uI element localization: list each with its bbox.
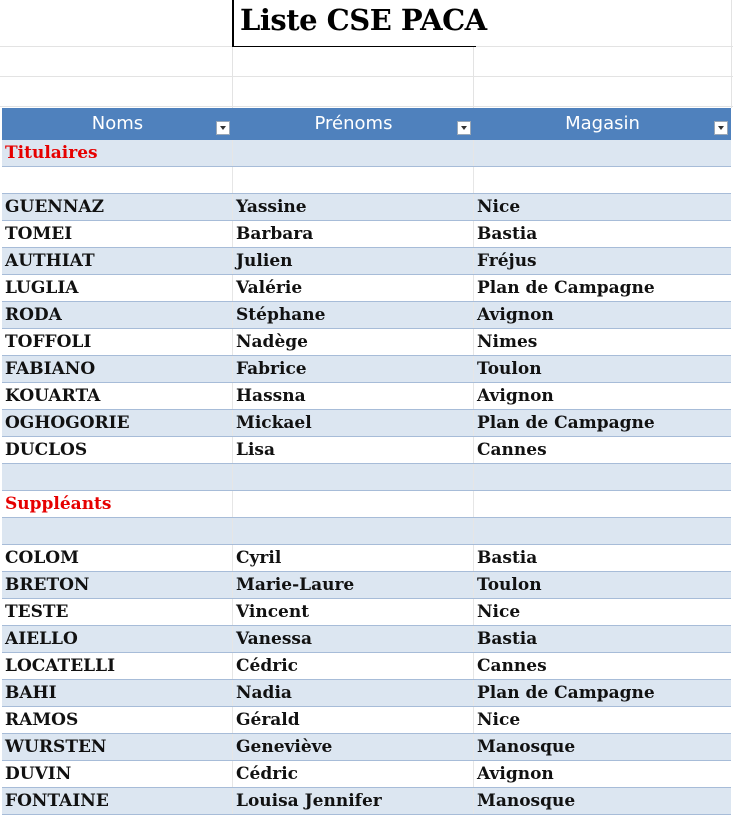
magasin-cell[interactable]: Nice (477, 602, 521, 622)
section-row (2, 140, 731, 167)
prenom-cell[interactable]: Fabrice (233, 356, 474, 382)
magasin-cell[interactable]: Toulon (477, 575, 542, 595)
nom-cell[interactable]: RAMOS (2, 707, 233, 733)
magasin-cell[interactable]: Plan de Campagne (477, 413, 655, 433)
magasin-cell[interactable]: Avignon (477, 305, 554, 325)
table-row (2, 167, 731, 194)
nom-cell[interactable]: AIELLO (2, 626, 233, 652)
table-row (2, 788, 731, 815)
table-row (2, 599, 731, 626)
magasin-cell[interactable]: Nimes (477, 332, 538, 352)
table-row (2, 707, 731, 734)
prenom-cell[interactable]: Stéphane (233, 302, 474, 328)
table-row (2, 383, 731, 410)
nom-cell[interactable]: TOMEI (2, 221, 233, 247)
table-row (2, 572, 731, 599)
magasin-cell[interactable] (474, 140, 731, 166)
header-label: Magasin (565, 113, 640, 134)
magasin-cell[interactable]: Toulon (477, 359, 542, 379)
header-magasin[interactable] (474, 108, 731, 140)
table-row (2, 761, 731, 788)
nom-cell[interactable]: WURSTEN (2, 734, 233, 760)
prenom-cell[interactable]: Vincent (233, 599, 474, 625)
prenom-cell[interactable]: Barbara (233, 221, 474, 247)
table-row (2, 221, 731, 248)
prenom-cell[interactable]: Vanessa (233, 626, 474, 652)
nom-cell[interactable]: KOUARTA (2, 383, 233, 409)
table-row (2, 302, 731, 329)
sheet-title: Liste CSE PACA (240, 3, 487, 37)
nom-cell[interactable] (2, 518, 233, 544)
nom-cell[interactable]: TESTE (2, 599, 233, 625)
table-row (2, 275, 731, 302)
table-row (2, 518, 731, 545)
magasin-cell[interactable]: Avignon (477, 764, 554, 784)
nom-cell[interactable]: LUGLIA (2, 275, 233, 301)
magasin-cell[interactable]: Bastia (477, 224, 538, 244)
nom-cell[interactable]: BRETON (2, 572, 233, 598)
table-row (2, 329, 731, 356)
table-row (2, 653, 731, 680)
prenom-cell[interactable]: Yassine (233, 194, 474, 220)
nom-cell[interactable]: TOFFOLI (2, 329, 233, 355)
title-cell[interactable] (232, 0, 487, 47)
prenom-cell[interactable]: Gérald (233, 707, 474, 733)
header-label: Prénoms (314, 113, 393, 134)
magasin-cell[interactable] (474, 464, 731, 490)
magasin-cell[interactable]: Manosque (477, 737, 576, 757)
gridline (0, 76, 733, 77)
prenom-cell[interactable] (233, 464, 474, 490)
magasin-cell[interactable]: Manosque (477, 791, 576, 811)
prenom-cell[interactable]: Geneviève (233, 734, 474, 760)
table-row (2, 464, 731, 491)
prenom-cell[interactable] (233, 518, 474, 544)
filter-dropdown-icon[interactable] (216, 121, 230, 135)
magasin-cell[interactable] (474, 518, 731, 544)
prenom-cell[interactable] (233, 491, 474, 517)
nom-cell[interactable]: AUTHIAT (2, 248, 233, 274)
prenom-cell[interactable] (233, 140, 474, 166)
magasin-cell[interactable]: Cannes (477, 656, 547, 676)
magasin-cell[interactable]: Bastia (477, 548, 538, 568)
magasin-cell[interactable] (474, 167, 731, 193)
header-noms[interactable] (2, 108, 233, 140)
prenom-cell[interactable]: Marie-Laure (233, 572, 474, 598)
filter-dropdown-icon[interactable] (714, 121, 728, 135)
magasin-cell[interactable] (474, 491, 731, 517)
magasin-cell[interactable]: Nice (477, 197, 521, 217)
nom-cell[interactable]: FONTAINE (2, 788, 233, 814)
prenom-cell[interactable]: Lisa (233, 437, 474, 463)
nom-cell[interactable]: FABIANO (2, 356, 233, 382)
table-row (2, 545, 731, 572)
table-row (2, 734, 731, 761)
header-prenoms[interactable] (233, 108, 474, 140)
table-row (2, 626, 731, 653)
nom-cell[interactable]: COLOM (2, 545, 233, 571)
prenom-cell[interactable]: Valérie (233, 275, 474, 301)
header-label: Noms (91, 113, 144, 134)
filter-dropdown-icon[interactable] (457, 121, 471, 135)
prenom-cell[interactable]: Nadège (233, 329, 474, 355)
table-row (2, 248, 731, 275)
members-table (2, 108, 731, 815)
table-header (2, 108, 731, 140)
prenom-cell[interactable]: Julien (233, 248, 474, 274)
table-row (2, 356, 731, 383)
magasin-cell[interactable]: Nice (477, 710, 521, 730)
table-body (2, 140, 731, 815)
nom-cell[interactable]: DUVIN (2, 761, 233, 787)
prenom-cell[interactable]: Cédric (233, 761, 474, 787)
prenom-cell[interactable]: Cédric (233, 653, 474, 679)
nom-cell[interactable]: RODA (2, 302, 233, 328)
table-row (2, 410, 731, 437)
nom-cell[interactable] (2, 167, 233, 193)
nom-cell[interactable]: LOCATELLI (2, 653, 233, 679)
magasin-cell[interactable]: Cannes (477, 440, 547, 460)
nom-cell[interactable]: GUENNAZ (2, 194, 233, 220)
prenom-cell[interactable]: Mickael (233, 410, 474, 436)
magasin-cell[interactable]: Plan de Campagne (477, 683, 655, 703)
magasin-cell[interactable]: Plan de Campagne (477, 278, 655, 298)
section-row (2, 491, 731, 518)
nom-cell[interactable]: DUCLOS (2, 437, 233, 463)
magasin-cell[interactable]: Avignon (477, 386, 554, 406)
nom-cell[interactable] (2, 464, 233, 490)
magasin-cell[interactable]: Bastia (477, 629, 538, 649)
magasin-cell[interactable]: Fréjus (477, 251, 537, 271)
nom-cell[interactable]: BAHI (2, 680, 233, 706)
prenom-cell[interactable]: Cyril (233, 545, 474, 571)
nom-cell[interactable]: OGHOGORIE (2, 410, 233, 436)
gridline (731, 0, 732, 108)
table-row (2, 437, 731, 464)
prenom-cell[interactable] (233, 167, 474, 193)
section-label[interactable]: Titulaires (2, 140, 233, 166)
prenom-cell[interactable]: Louisa Jennifer (233, 788, 474, 814)
table-row (2, 680, 731, 707)
prenom-cell[interactable]: Hassna (233, 383, 474, 409)
gridline (0, 106, 733, 107)
prenom-cell[interactable]: Nadia (233, 680, 474, 706)
table-row (2, 194, 731, 221)
section-label[interactable]: Suppléants (2, 491, 233, 517)
